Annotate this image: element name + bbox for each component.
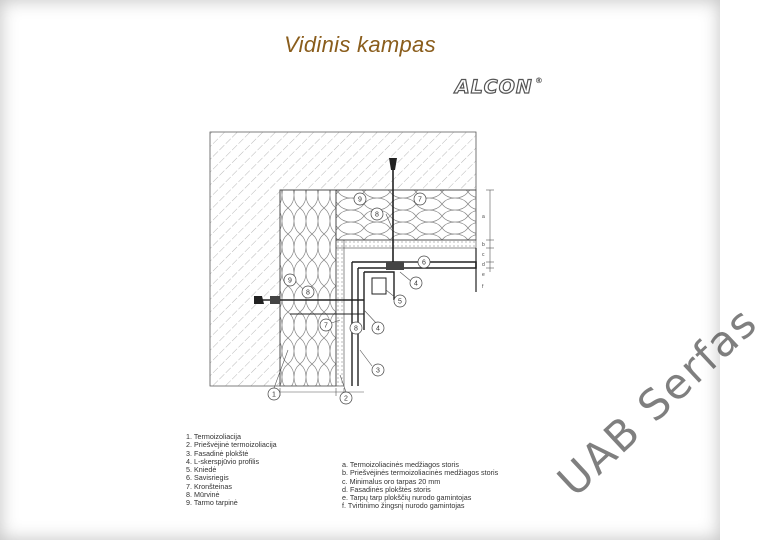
legend-item: f. Tvirtinimo žingsnį nurodo gamintojas [342, 501, 465, 511]
legend-item: b. Priešvėjinės termoizoliacinės medžiagos storis [342, 468, 499, 478]
legend-dimensions [342, 461, 498, 511]
callout-7-top [414, 193, 426, 205]
legend-item: 3. Fasadinė plokštė [186, 448, 249, 458]
callout-2 [340, 392, 352, 404]
legend-item: 5. Kniedė [186, 465, 217, 475]
dim-b: b [482, 242, 485, 248]
legend-item: e. Tarpų tarp plokščių nurodo gamintojas [342, 493, 472, 503]
svg-text:5: 5 [398, 298, 402, 306]
callout-4 [372, 322, 384, 334]
callout-8-mid [350, 322, 362, 334]
callout-6 [418, 256, 430, 268]
svg-text:8: 8 [375, 211, 379, 219]
callout-9-top [354, 193, 366, 205]
legend-item: 1. Termoizoliacija [186, 432, 241, 441]
svg-text:7: 7 [418, 196, 422, 204]
dim-e: e [482, 272, 485, 278]
svg-text:1: 1 [272, 391, 276, 399]
legend-item: a. Termoizoliacinės medžiagos storis [342, 460, 459, 469]
svg-text:9: 9 [288, 277, 292, 285]
legend-item: c. Minimalus oro tarpas 20 mm [342, 476, 441, 486]
legend-item: 4. L-skerspjūvio profilis [186, 456, 260, 466]
slide-title: Vidinis kampas [284, 32, 436, 57]
logo-mark: ® [534, 76, 544, 85]
dimension-letters [482, 214, 485, 290]
svg-text:8: 8 [354, 325, 358, 333]
callout-8-top [371, 208, 383, 220]
svg-text:3: 3 [376, 367, 380, 375]
legend-item: 7. Kronšteinas [186, 481, 232, 491]
legend-item: 2. Priešvėjinė termoizoliacija [186, 440, 277, 450]
callout-5 [394, 295, 406, 307]
svg-text:7: 7 [324, 322, 328, 330]
dim-d: d [482, 262, 485, 268]
facade-panel-horizontal [352, 259, 476, 268]
legend-item: 8. Mūrvinė [186, 490, 220, 500]
svg-text:4: 4 [376, 325, 380, 333]
wind-barrier-horizontal [336, 240, 476, 248]
logo-text: ALCON [455, 76, 533, 98]
callout-7-left [320, 319, 332, 331]
legend-materials [186, 433, 277, 508]
watermark-text: UAB Serfas [548, 296, 767, 506]
svg-text:8: 8 [306, 289, 310, 297]
svg-text:4: 4 [414, 280, 418, 288]
dim-a: a [482, 214, 485, 220]
svg-text:2: 2 [344, 395, 348, 403]
svg-text:9: 9 [358, 196, 362, 204]
callout-9-left [284, 274, 296, 286]
svg-text:6: 6 [422, 259, 426, 267]
callout-4b [410, 277, 422, 289]
callout-1 [268, 388, 280, 400]
wind-barrier-vertical [336, 240, 344, 386]
dim-f: f [482, 284, 484, 290]
callout-3 [372, 364, 384, 376]
legend-item: 9. Tarmo tarpinė [186, 498, 238, 508]
callout-8-left [302, 286, 314, 298]
legend-item: d. Fasadinės plokštės storis [342, 484, 431, 494]
dim-c: c [482, 252, 485, 258]
l-profile [364, 272, 394, 330]
legend-item: 6. Savisriegis [186, 473, 229, 483]
